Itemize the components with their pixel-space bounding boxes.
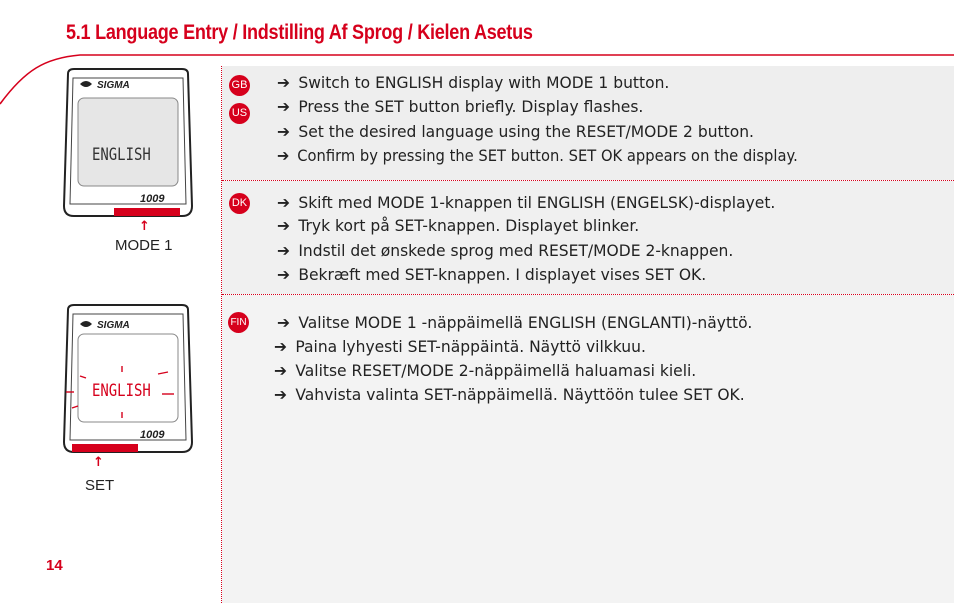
arrow-up-icon: ↑ — [139, 219, 150, 234]
instruction-line: ➔ Press the SET button briefly. Display flashes. — [277, 97, 644, 116]
arrow-right-icon: ➔ — [277, 265, 291, 284]
arrow-right-icon: ➔ — [277, 97, 291, 116]
page-title: 5.1 Language Entry / Indstilling Af Sprog / Kielen Asetus — [66, 21, 533, 44]
set-button-highlight — [72, 444, 138, 452]
instruction-line: ➔ Set the desired language using the RESET/MODE 2 button. — [277, 122, 754, 141]
arrow-right-icon: ➔ — [274, 361, 288, 380]
instruction-line: ➔ Valitse MODE 1 -näppäimellä ENGLISH (ENGLANTI)-näyttö. — [277, 313, 753, 332]
device-screen-text-flashing: ENGLISH — [92, 381, 151, 401]
arrow-up-icon: ↑ — [93, 455, 104, 470]
instruction-line: ➔ Skift med MODE 1-knappen til ENGLISH (ENGELSK)-displayet. — [277, 193, 776, 212]
arrow-right-icon: ➔ — [277, 241, 291, 260]
device-model: 1009 — [140, 429, 165, 441]
device-model: 1009 — [140, 193, 165, 205]
arrow-right-icon: ➔ — [277, 73, 291, 92]
arrow-right-icon: ➔ — [277, 193, 291, 212]
badge-dk: DK — [229, 193, 250, 214]
arrow-right-icon: ➔ — [277, 313, 291, 332]
instruction-line: ➔ Bekræft med SET-knappen. I displayet vises SET OK. — [277, 265, 707, 284]
arrow-right-icon: ➔ — [274, 337, 288, 356]
badge-fin: FIN — [228, 312, 249, 333]
instruction-line: ➔ Indstil det ønskede sprog med RESET/MODE 2-knappen. — [277, 241, 734, 260]
instruction-line: ➔ Switch to ENGLISH display with MODE 1 button. — [277, 73, 670, 92]
section-divider — [222, 294, 954, 295]
instruction-line: ➔ Vahvista valinta SET-näppäimellä. Näyttöön tulee SET OK. — [274, 385, 745, 404]
page-number: 14 — [46, 557, 63, 574]
column-divider — [221, 66, 222, 603]
instruction-line: ➔ Confirm by pressing the SET button. SET OK appears on the display. — [277, 146, 798, 165]
instruction-line: ➔ Tryk kort på SET-knappen. Displayet blinker. — [277, 216, 640, 235]
arrow-right-icon: ➔ — [274, 385, 288, 404]
mode1-button-highlight — [114, 208, 180, 216]
device-screen-text: ENGLISH — [92, 145, 151, 165]
badge-us: US — [229, 103, 250, 124]
arrow-right-icon: ➔ — [277, 122, 291, 141]
arrow-right-icon: ➔ — [277, 216, 291, 235]
mode1-button-label: MODE 1 — [115, 237, 173, 254]
arrow-right-icon: ➔ — [277, 146, 290, 165]
device-brand: SIGMA — [97, 320, 130, 331]
instruction-line: ➔ Valitse RESET/MODE 2-näppäimellä haluamasi kieli. — [274, 361, 697, 380]
badge-gb: GB — [229, 75, 250, 96]
set-button-label: SET — [85, 477, 115, 494]
instruction-line: ➔ Paina lyhyesti SET-näppäintä. Näyttö vilkkuu. — [274, 337, 646, 356]
device-brand: SIGMA — [97, 80, 130, 91]
section-divider — [222, 180, 954, 181]
